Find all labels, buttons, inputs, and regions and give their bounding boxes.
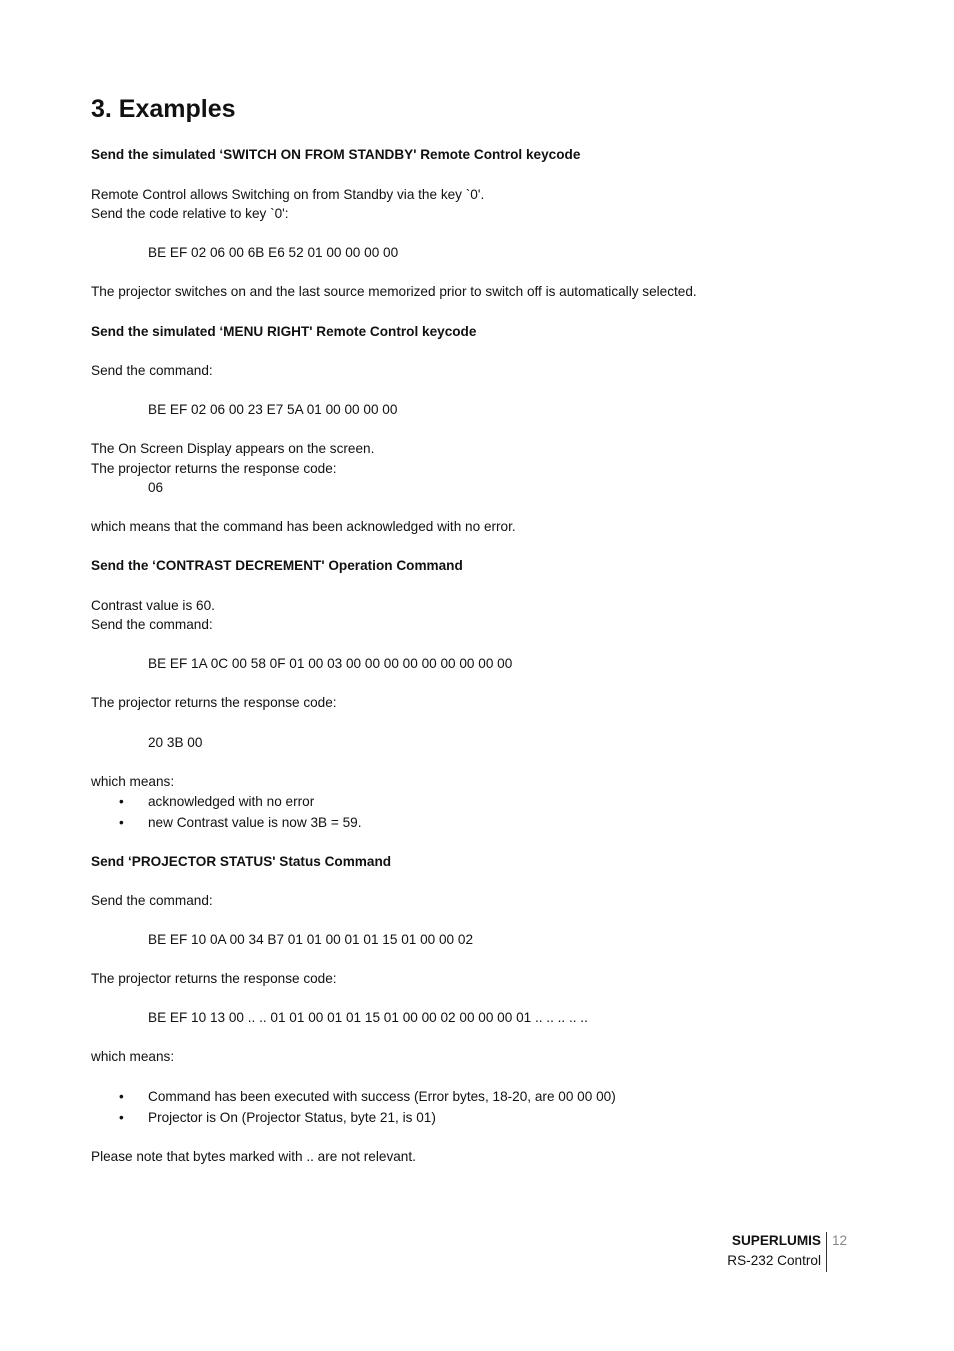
page-title: 3. Examples — [91, 95, 236, 123]
footer-brand-block — [727, 1231, 821, 1271]
paragraph: Please note that bytes marked with .. are not relevant. — [91, 1149, 416, 1164]
footer-brand: SUPERLUMIS — [731, 1233, 821, 1248]
bullet-icon: • — [119, 815, 124, 830]
paragraph: which means: — [91, 774, 175, 789]
paragraph: which means that the command has been acknowledged with no error. — [91, 519, 516, 534]
code-line: BE EF 02 06 00 23 E7 5A 01 00 00 00 00 — [148, 402, 398, 417]
paragraph: Send the command: — [91, 893, 213, 908]
list-item: Projector is On (Projector Status, byte 21, is 01) — [148, 1110, 436, 1125]
paragraph: Send the command: — [91, 617, 213, 632]
paragraph: The projector returns the response code: — [91, 971, 337, 986]
section-title-switch-on: Send the simulated ‘SWITCH ON FROM STANDBY' Remote Control keycode — [91, 147, 581, 162]
list-item: acknowledged with no error — [148, 794, 315, 809]
list-item: Command has been executed with success (Error bytes, 18-20, are 00 00 00) — [148, 1089, 616, 1104]
section-title-menu-right: Send the simulated ‘MENU RIGHT' Remote Control keycode — [91, 324, 477, 339]
code-line: BE EF 10 0A 00 34 B7 01 01 00 01 01 15 01 00 00 02 — [148, 932, 474, 947]
bullet-icon: • — [119, 1089, 124, 1104]
response-code: 20 3B 00 — [148, 735, 203, 750]
paragraph: which means: — [91, 1049, 175, 1064]
paragraph: Contrast value is 60. — [91, 598, 215, 613]
bullet-icon: • — [119, 794, 124, 809]
page-number: 12 — [832, 1233, 848, 1248]
response-code: BE EF 10 13 00 .. .. 01 01 00 01 01 15 01 00 00 02 00 00 00 01 .. .. .. .. .. — [148, 1010, 588, 1025]
paragraph: The projector returns the response code: — [91, 461, 337, 476]
code-line: BE EF 1A 0C 00 58 0F 01 00 03 00 00 00 00 00 00 00 00 00 — [148, 656, 513, 671]
code-line: BE EF 02 06 00 6B E6 52 01 00 00 00 00 — [148, 245, 399, 260]
response-code: 06 — [148, 480, 164, 495]
paragraph: The projector switches on and the last source memorized prior to switch off is automatically selected. — [91, 284, 697, 299]
footer-subtitle: RS-232 Control — [727, 1253, 821, 1268]
section-title-projector-status: Send ‘PROJECTOR STATUS' Status Command — [91, 854, 392, 869]
list-item: new Contrast value is now 3B = 59. — [148, 815, 362, 830]
paragraph: Remote Control allows Switching on from Standby via the key `0'. — [91, 187, 485, 202]
paragraph: The On Screen Display appears on the screen. — [91, 441, 375, 456]
bullet-icon: • — [119, 1110, 124, 1125]
footer-divider — [826, 1232, 827, 1272]
section-title-contrast: Send the ‘CONTRAST DECREMENT' Operation Command — [91, 558, 463, 573]
paragraph: Send the code relative to key `0': — [91, 206, 289, 221]
paragraph: The projector returns the response code: — [91, 695, 337, 710]
paragraph: Send the command: — [91, 363, 213, 378]
